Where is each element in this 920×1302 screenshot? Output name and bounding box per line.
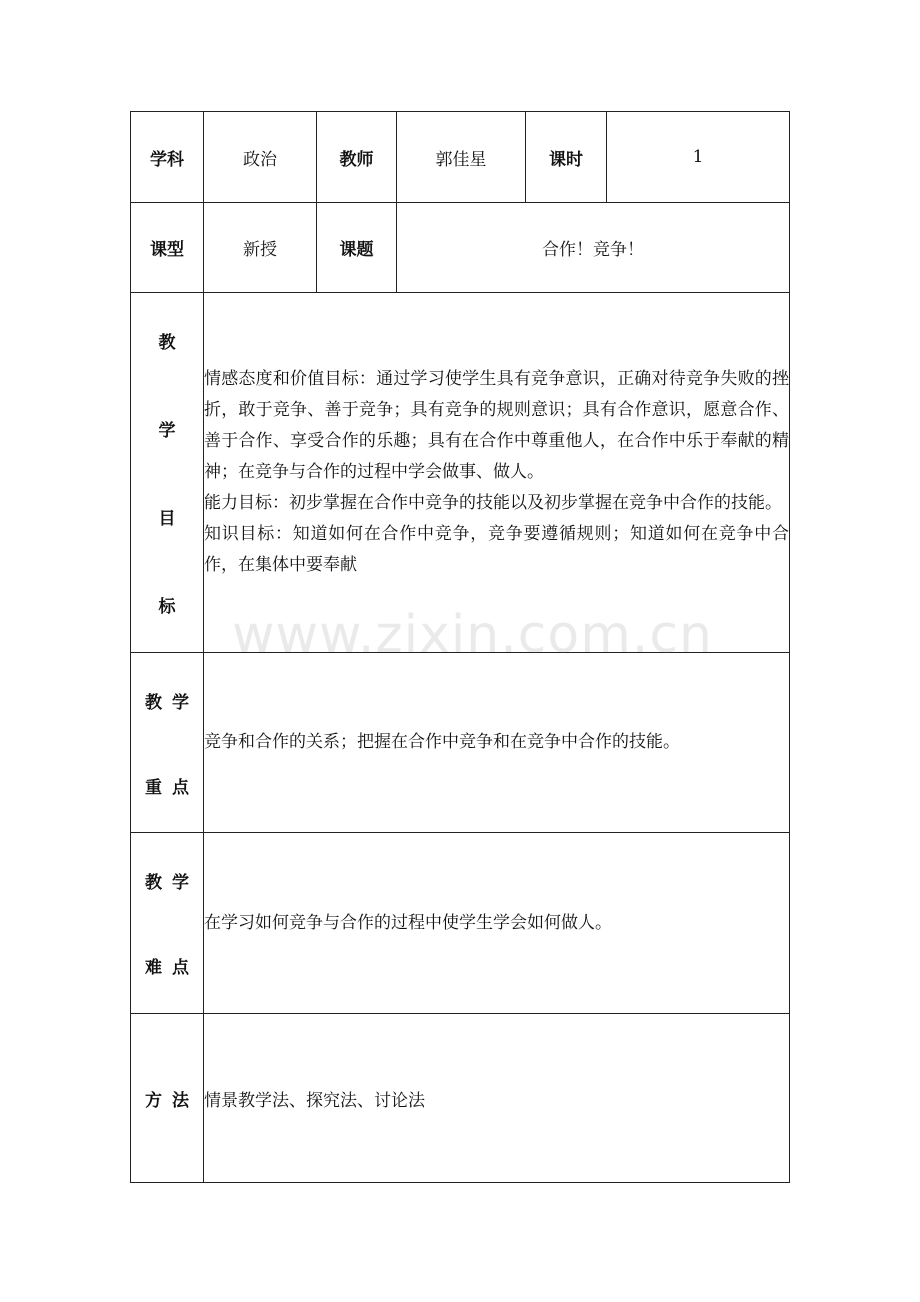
objectives-label-char: 目 (158, 509, 176, 530)
watermark: www.zixin.com.cn (232, 605, 713, 665)
key-points-text: 竞争和合作的关系；把握在合作中竞争和在竞争中合作的技能。 (204, 653, 790, 833)
method-row (131, 1014, 790, 1183)
objectives-label-char: 学 (158, 420, 176, 441)
objectives-content (204, 293, 790, 653)
hours-label: 课时 (526, 112, 607, 203)
objectives-label-char: 教 (158, 332, 176, 353)
topic-label: 课题 (317, 203, 397, 293)
difficulties-row (131, 833, 790, 1014)
objectives-row (131, 293, 790, 653)
difficulties-label-bottom: 难点 (145, 958, 199, 978)
key-points-label-bottom: 重点 (145, 777, 199, 798)
type-value: 新授 (204, 203, 317, 293)
type-label: 课型 (131, 203, 204, 293)
key-points-row (131, 653, 790, 833)
method-label (131, 1014, 204, 1183)
difficulties-label (131, 833, 204, 1014)
objective-affective: 情感态度和价值目标：通过学习使学生具有竞争意识，正确对待竞争失败的挫折，敢于竞争、善于竞争；具有竞争的规则意识；具有合作意识，愿意合作、善于合作、享受合作的乐趣；具有在合作中尊重他人，在合作中乐于奉献的精神；在竞争与合作的过程中学会做事、做人。 (204, 369, 789, 482)
teacher-label: 教师 (317, 112, 397, 203)
objectives-label-char: 标 (158, 597, 176, 618)
subject-value: 政治 (204, 112, 317, 203)
teacher-value: 郭佳星 (397, 112, 526, 203)
method-label-text: 方法 (145, 1090, 199, 1111)
type-row (131, 203, 790, 293)
key-points-label-top: 教学 (145, 692, 199, 713)
topic-value: 合作！竞争！ (397, 203, 790, 293)
lesson-plan-table (130, 111, 790, 1183)
key-points-label (131, 653, 204, 833)
difficulties-text: 在学习如何竞争与合作的过程中使学生学会如何做人。 (204, 833, 790, 1014)
objective-ability: 能力目标：初步掌握在合作中竞争的技能以及初步掌握在竞争中合作的技能。 (204, 493, 782, 513)
objective-knowledge: 知识目标：知道如何在合作中竞争，竞争要遵循规则；知道如何在竞争中合作，在集体中要奉献 (204, 524, 789, 575)
method-text: 情景教学法、探究法、讨论法 (204, 1014, 790, 1183)
hours-value: 1 (607, 112, 790, 203)
subject-label: 学科 (131, 112, 204, 203)
header-row (131, 112, 790, 203)
objectives-label (131, 293, 204, 653)
difficulties-label-top: 教学 (145, 873, 199, 893)
